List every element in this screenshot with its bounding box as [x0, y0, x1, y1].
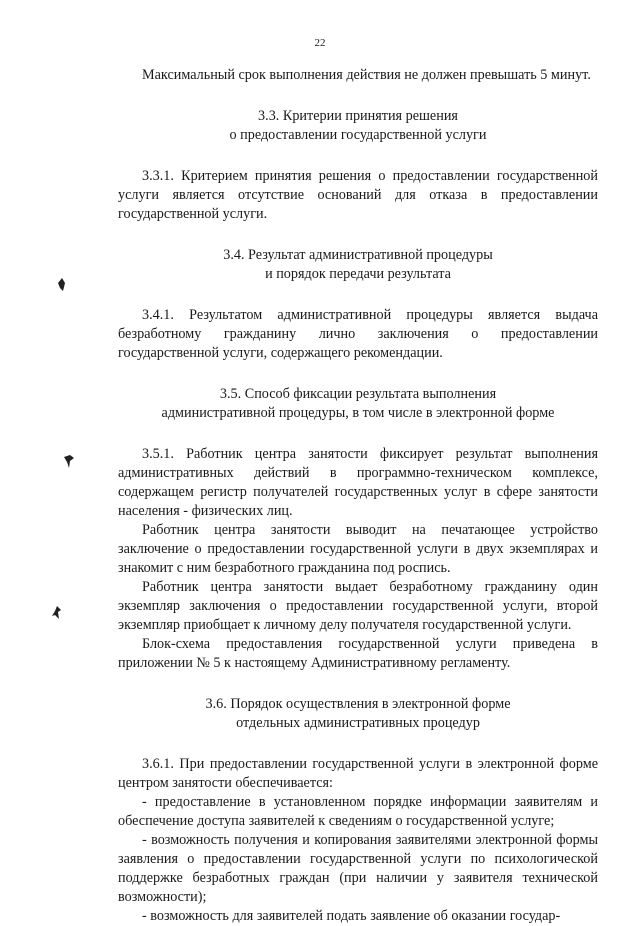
paragraph-3-3-1: 3.3.1. Критерием принятия решения о предоставлении государственной услуги является отсутствие оснований для отказа в предоставлении государственной услуги.	[118, 168, 598, 222]
list-item: - возможность получения и копирования заявителями электронной формы заявления о предоставлении государственной услуги по психологической поддержке безработных граждан (при наличии у заявителя технической возможности);	[118, 832, 598, 905]
heading-line: 3.5. Способ фиксации результата выполнения	[219, 386, 497, 402]
scan-mark	[58, 278, 66, 292]
list-item: - возможность для заявителей подать заявление об оказании государ-	[142, 908, 561, 924]
section-heading-3-3	[118, 107, 598, 145]
heading-line: 3.4. Результат административной процедуры	[223, 247, 493, 263]
paragraph-3-5-1-d: Блок-схема предоставления государственной услуги приведена в приложении № 5 к настоящему Административному регламенту.	[118, 636, 598, 671]
section-heading-3-6	[118, 695, 598, 733]
document-body	[118, 66, 598, 926]
paragraph-3-5-1: 3.5.1. Работник центра занятости фиксирует результат выполнения административных действий в программно-техническом комплексе, содержащем регистр получателей государственных услуг в сфере занятости населения - физических лиц.	[118, 446, 598, 519]
heading-line: отдельных административных процедур	[236, 715, 480, 731]
heading-line: 3.3. Критерии принятия решения	[258, 108, 458, 124]
section-heading-3-5	[118, 385, 598, 423]
heading-line: о предоставлении государственной услуги	[229, 127, 487, 143]
paragraph-3-5-1-b: Работник центра занятости выводит на печатающее устройство заключение о предоставлении государственной услуги в двух экземплярах и знакомит с ним безработного гражданина под роспись.	[118, 522, 598, 576]
paragraph-3-4-1: 3.4.1. Результатом административной процедуры является выдача безработному гражданину лично заключения о предоставлении государственной услуги, содержащего рекомендации.	[118, 307, 598, 361]
heading-line: и порядок передачи результата	[265, 266, 451, 282]
heading-line: административной процедуры, в том числе в электронной форме	[161, 405, 555, 421]
page-number: 22	[314, 37, 326, 49]
paragraph-3-6-1: 3.6.1. При предоставлении государственной услуги в электронной форме центром занятости обеспечивается:	[118, 756, 598, 791]
heading-line: 3.6. Порядок осуществления в электронной форме	[205, 696, 511, 712]
scan-mark	[52, 606, 60, 620]
list-item: - предоставление в установленном порядке информации заявителям и обеспечение доступа заявителей к сведениям о государственной услуге;	[118, 794, 598, 829]
paragraph-intro: Максимальный срок выполнения действия не должен превышать 5 минут.	[142, 67, 591, 83]
scan-mark	[64, 455, 72, 469]
paragraph-3-5-1-c: Работник центра занятости выдает безработному гражданину один экземпляр заключения о предоставлении государственной услуги, второй экземпляр приобщает к личному делу получателя государственной услуги.	[118, 579, 598, 633]
section-heading-3-4	[118, 246, 598, 284]
